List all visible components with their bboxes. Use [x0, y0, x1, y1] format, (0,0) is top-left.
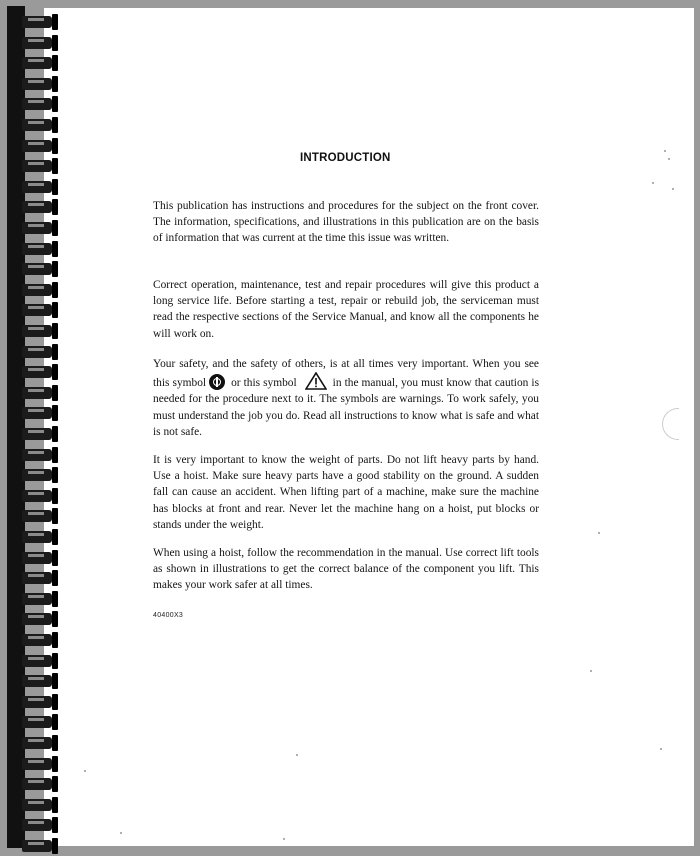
scan-speck: [296, 754, 298, 756]
binding-coil: [22, 405, 62, 423]
scan-speck: [598, 532, 600, 534]
binding-coil: [22, 138, 62, 156]
binding-coil: [22, 302, 62, 320]
scan-speck: [668, 158, 670, 160]
paragraph-weight: It is very important to know the weight of parts. Do not lift heavy parts by hand. Use a hoist. Make sure heavy parts have a good stability on the ground. A sudden fall can cause an accident. When lifting part of a machine, make sure the machine has blocks at front and rear. Never let the machine hang on a hoist, put blocks or stands under the weight.: [153, 454, 539, 531]
binding-coil: [22, 673, 62, 691]
binding-coil: [22, 344, 62, 362]
binding-coil: [22, 199, 62, 217]
scan-speck: [652, 182, 654, 184]
binding-coil: [22, 467, 62, 485]
binding-coil: [22, 653, 62, 671]
paragraph-hoist: When using a hoist, follow the recommendation in the manual. Use correct lift tools as shown in illustrations to get the correct balance of the component you lift. This makes your work safer at all times.: [153, 547, 539, 592]
binding-coil: [22, 591, 62, 609]
binding-coil: [22, 817, 62, 835]
document-code: 40400X3: [153, 612, 184, 619]
scan-speck: [664, 150, 666, 152]
binding-coil: [22, 735, 62, 753]
spiral-binding: [0, 0, 70, 854]
binding-coil: [22, 96, 62, 114]
binding-coil: [22, 76, 62, 94]
page-title: INTRODUCTION: [300, 152, 391, 164]
binding-coil: [22, 35, 62, 53]
paragraph-maintenance: Correct operation, maintenance, test and repair procedures will give this product a long service life. Before starting a test, repair or rebuild job, the serviceman must read the respective sections of the Service Manual, and know all the components he will work on.: [153, 279, 539, 340]
scan-speck: [84, 770, 86, 772]
safety-text-part1: Your safety, and the safety of others, is at all times very important. When you see this symbol: [153, 358, 539, 390]
binding-coil: [22, 447, 62, 465]
binding-coil: [22, 179, 62, 197]
scan-speck: [672, 188, 674, 190]
binding-coil: [22, 632, 62, 650]
scan-speck: [660, 748, 662, 750]
safety-text-part3: in the manual, you must know that caution is needed for the procedure next to it. The symbols are warnings. To work safely, you must understand the job you do. Read all instructions to know what is safe and what is not safe.: [153, 377, 540, 438]
scan-speck: [590, 670, 592, 672]
scan-speck: [120, 832, 122, 834]
paragraph-safety: [153, 356, 539, 440]
binding-coil: [22, 529, 62, 547]
binding-coil: [22, 714, 62, 732]
binding-coil: [22, 838, 62, 856]
binding-coil: [22, 241, 62, 259]
binding-coil: [22, 323, 62, 341]
binding-coil: [22, 158, 62, 176]
binding-coil: [22, 385, 62, 403]
binding-coil: [22, 550, 62, 568]
binding-coil: [22, 776, 62, 794]
binding-coil: [22, 488, 62, 506]
binding-coil: [22, 364, 62, 382]
circle-cross-safety-icon: [209, 374, 225, 390]
safety-text-part2: or this symbol: [231, 377, 297, 390]
binding-coil: [22, 694, 62, 712]
binding-coil: [22, 426, 62, 444]
binding-coil: [22, 220, 62, 238]
binding-coil: [22, 261, 62, 279]
binding-coil: [22, 14, 62, 32]
binding-coil: [22, 55, 62, 73]
paragraph-publication: This publication has instructions and procedures for the subject on the front cover. The information, specifications, and illustrations in this publication are on the basis of information that was current at the time this issue was written.: [153, 200, 539, 245]
scan-speck: [283, 838, 285, 840]
binding-coil: [22, 508, 62, 526]
binding-coil: [22, 282, 62, 300]
warning-triangle-icon: [305, 372, 327, 390]
binding-coil: [22, 570, 62, 588]
binding-coil: [22, 797, 62, 815]
binding-coil: [22, 117, 62, 135]
binding-coil: [22, 756, 62, 774]
binding-coil: [22, 611, 62, 629]
